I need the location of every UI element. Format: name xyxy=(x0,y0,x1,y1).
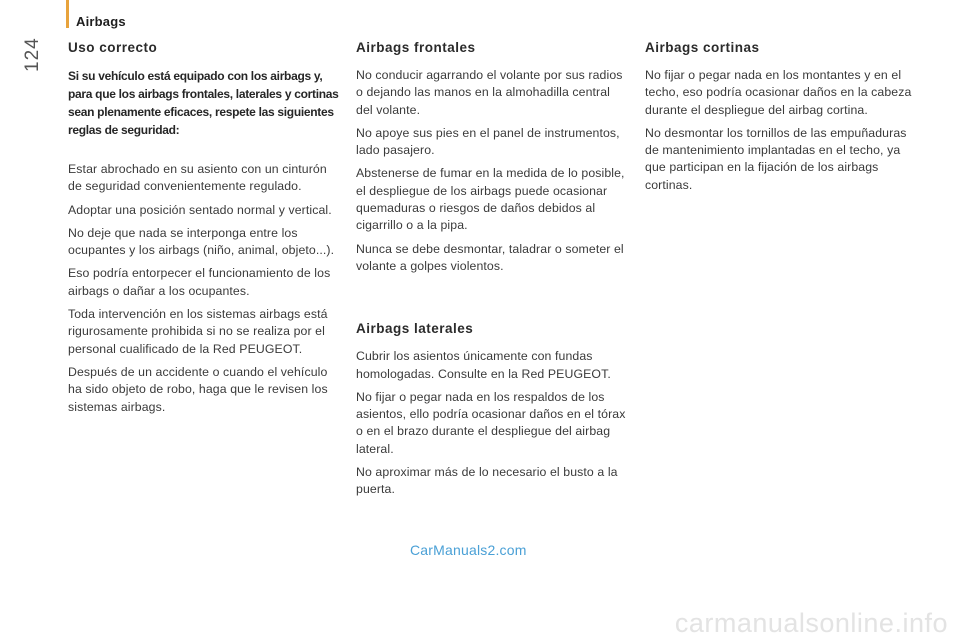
section-header-title: Airbags xyxy=(76,14,126,29)
heading-uso-correcto: Uso correcto xyxy=(68,40,158,55)
heading-airbags-cortinas: Airbags cortinas xyxy=(645,40,760,55)
section-spacer xyxy=(356,281,628,321)
paragraph: Abstenerse de fumar en la medida de lo posible, el despliegue de los airbags puede ocasionar quemaduras o riesgos de daños debidos al cigarrillo o a la pipa. xyxy=(356,166,625,233)
heading-airbags-laterales: Airbags laterales xyxy=(356,321,474,337)
paragraph: No fijar o pegar nada en los respaldos de los asientos, ello podría ocasionar daños en el tórax o en el brazo durante el despliegue del airbag lateral. xyxy=(356,389,626,456)
paragraph: No aproximar más de lo necesario el busto a la puerta. xyxy=(356,465,618,497)
column-airbags-frontales-laterales xyxy=(356,40,628,505)
column-uso-correcto xyxy=(68,40,340,422)
column-airbags-cortinas xyxy=(645,40,915,200)
intro-paragraph: Si su vehículo está equipado con los airbags y, para que los airbags frontales, laterales y cortinas sean plenamente eficaces, respete las siguientes reglas de seguridad: xyxy=(68,69,339,137)
paragraph: Eso podría entorpecer el funcionamiento de los airbags o dañar a los ocupantes. xyxy=(68,266,331,298)
heading-airbags-frontales: Airbags frontales xyxy=(356,40,476,55)
paragraph: Adoptar una posición sentado normal y vertical. xyxy=(68,202,332,217)
paragraph: Cubrir los asientos únicamente con fundas homologadas. Consulte en la Red PEUGEOT. xyxy=(356,349,611,381)
header-accent-bar xyxy=(66,0,69,28)
paragraph: Después de un accidente o cuando el vehículo ha sido objeto de robo, haga que le revisen los sistemas airbags. xyxy=(68,364,328,414)
paragraph: No fijar o pegar nada en los montantes y en el techo, eso podría ocasionar daños en la cabeza durante el despliegue del airbag cortina. xyxy=(645,68,912,117)
paragraph: Nunca se debe desmontar, taladrar o someter el volante a golpes violentos. xyxy=(356,241,624,273)
paragraph: Estar abrochado en su asiento con un cinturón de seguridad convenientemente regulado. xyxy=(68,162,327,194)
paragraph: No deje que nada se interponga entre los ocupantes y los airbags (niño, animal, objeto...). xyxy=(68,225,335,258)
paragraph: No desmontar los tornillos de las empuñaduras de mantenimiento implantadas en el techo, ya que participan en la fijación de los airbags cortinas. xyxy=(645,125,907,192)
paragraph: Toda intervención en los sistemas airbags está rigurosamente prohibida si no se realiza por el personal cualificado de la Red PEUGEOT. xyxy=(68,307,328,356)
paragraph: No conducir agarrando el volante por sus radios o dejando las manos en la almohadilla central del volante. xyxy=(356,68,623,117)
page-number: 124 xyxy=(22,37,43,72)
watermark-link[interactable]: CarManuals2.com xyxy=(410,542,527,558)
paragraph: No apoye sus pies en el panel de instrumentos, lado pasajero. xyxy=(356,125,620,158)
footer-watermark: carmanualsonline.info xyxy=(674,608,948,638)
